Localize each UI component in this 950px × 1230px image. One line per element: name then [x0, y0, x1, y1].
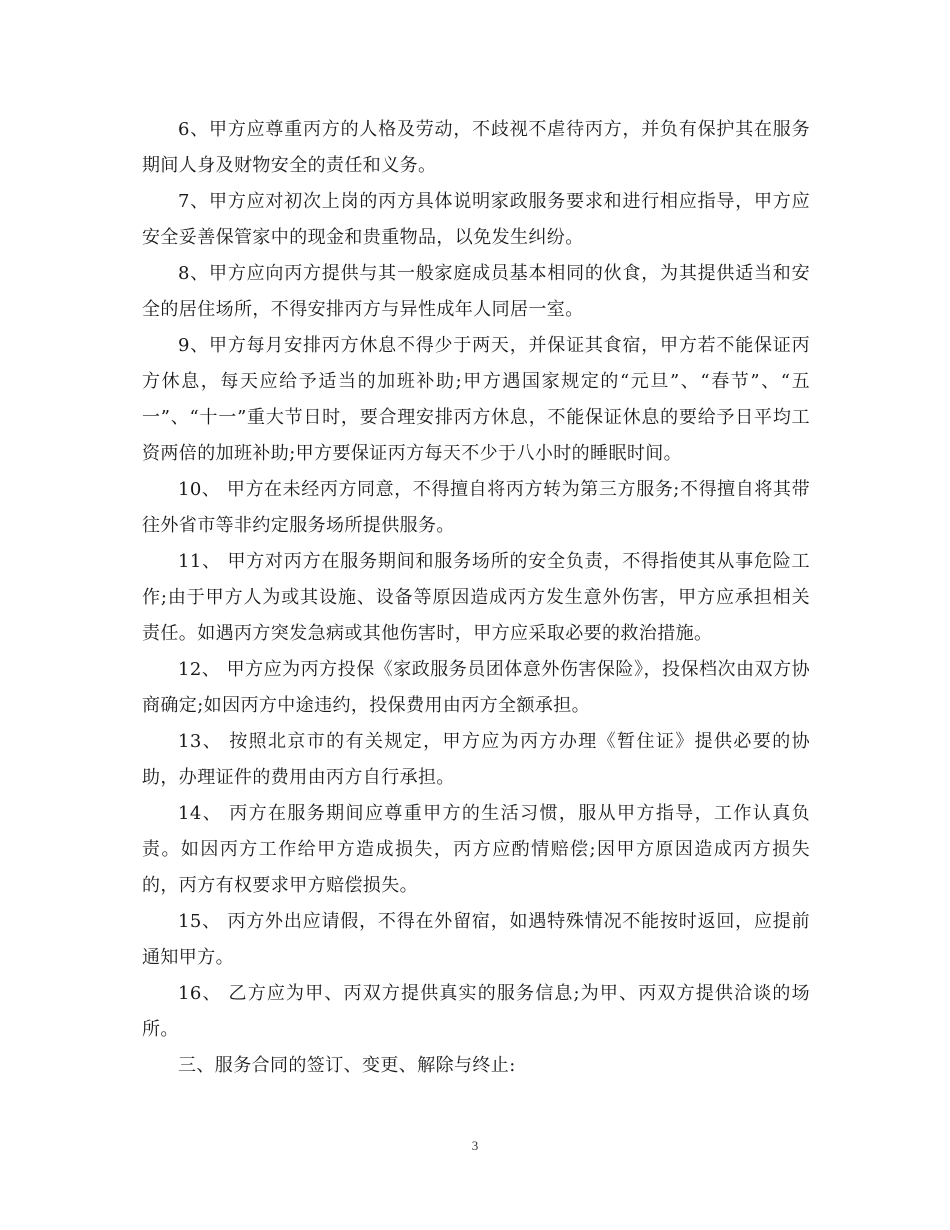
- clause-16: 16、 乙方应为甲、丙双方提供真实的服务信息;为甲、丙双方提供洽谈的场所。: [142, 983, 810, 1040]
- document-body: [142, 112, 810, 1084]
- clause-9: 9、甲方每月安排丙方休息不得少于两天，并保证其食宿，甲方若不能保证丙方休息，每天应给予适当的加班补助;甲方遇国家规定的“元旦”、“春节”、“五一”、“十一”重大节日时，要合理安排丙方休息，不能保证休息的要给予日平均工资两倍的加班补助;甲方要保证丙方每天不少于八小时的睡眠时间。: [142, 335, 810, 464]
- page-number: 3: [471, 1138, 479, 1153]
- clause-12: 12、 甲方应为丙方投保《家政服务员团体意外伤害保险》，投保档次由双方协商确定;如因丙方中途违约，投保费用由丙方全额承担。: [142, 659, 810, 716]
- clause-14: 14、 丙方在服务期间应尊重甲方的生活习惯，服从甲方指导，工作认真负责。如因丙方工作给甲方造成损失，丙方应酌情赔偿;因甲方原因造成丙方损失的，丙方有权要求甲方赔偿损失。: [142, 803, 810, 896]
- section-heading: 三、服务合同的签订、变更、解除与终止:: [178, 1055, 516, 1076]
- clause-10: 10、 甲方在未经丙方同意，不得擅自将丙方转为第三方服务;不得擅自将其带往外省市等非约定服务场所提供服务。: [142, 479, 810, 536]
- clause-6: 6、甲方应尊重丙方的人格及劳动，不歧视不虐待丙方，并负有保护其在服务期间人身及财物安全的责任和义务。: [142, 119, 810, 176]
- clause-13: 13、 按照北京市的有关规定，甲方应为丙方办理《暂住证》提供必要的协助，办理证件的费用由丙方自行承担。: [142, 731, 810, 788]
- clause-7: 7、甲方应对初次上岗的丙方具体说明家政服务要求和进行相应指导，甲方应安全妥善保管家中的现金和贵重物品，以免发生纠纷。: [142, 191, 810, 248]
- clause-15: 15、 丙方外出应请假，不得在外留宿，如遇特殊情况不能按时返回，应提前通知甲方。: [142, 911, 810, 968]
- clause-8: 8、甲方应向丙方提供与其一般家庭成员基本相同的伙食，为其提供适当和安全的居住场所，不得安排丙方与异性成年人同居一室。: [142, 263, 810, 320]
- clause-11: 11、 甲方对丙方在服务期间和服务场所的安全负责，不得指使其从事危险工作;由于甲方人为或其设施、设备等原因造成丙方发生意外伤害，甲方应承担相关责任。如遇丙方突发急病或其他伤害时，甲方应采取必要的救治措施。: [142, 551, 810, 644]
